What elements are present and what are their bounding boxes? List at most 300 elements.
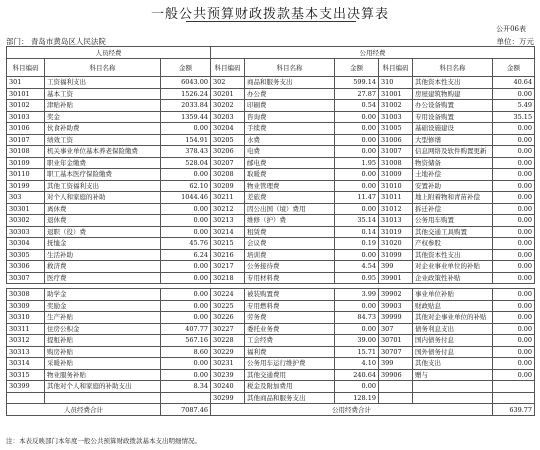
code-cell: 30110: [7, 169, 45, 181]
amount-cell: 0.00: [493, 215, 535, 227]
code-cell: 310: [379, 77, 413, 89]
code-cell: 31007: [379, 146, 413, 158]
amount-cell: 0.00: [493, 157, 535, 169]
amount-cell: 0.00: [493, 146, 535, 158]
amount-cell: 27.87: [335, 88, 379, 100]
amount-cell: 0.00: [493, 192, 535, 204]
code-cell: 30308: [7, 289, 45, 301]
name-cell: 土地补偿: [413, 169, 493, 181]
table-number: 公开06表: [496, 25, 526, 33]
col-name: 科目名称: [245, 59, 335, 77]
code-cell: 30204: [211, 123, 245, 135]
amount-cell: 1.95: [335, 157, 379, 169]
code-cell: 30216: [211, 249, 245, 261]
table-row: [7, 226, 535, 238]
code-cell: 30103: [7, 111, 45, 123]
name-cell: 福利费: [245, 346, 335, 358]
header-info: [6, 36, 534, 46]
report-title: 一般公共预算财政拨款基本支出决算表: [150, 7, 389, 22]
name-cell: 住房公积金: [45, 323, 161, 335]
amount-cell: 1526.24: [161, 88, 211, 100]
name-cell: 助学金: [45, 289, 161, 301]
code-cell: 30311: [7, 323, 45, 335]
code-cell: 30212: [211, 203, 245, 215]
amount-cell: 0.00: [335, 381, 379, 393]
code-cell: 30108: [7, 146, 45, 158]
amount-cell: 2033.84: [161, 100, 211, 112]
code-cell: [379, 392, 413, 404]
amount-cell: 0.00: [493, 289, 535, 301]
code-cell: 30229: [211, 346, 245, 358]
name-cell: 其他支出: [413, 358, 493, 370]
name-cell: 邮电费: [245, 157, 335, 169]
amount-cell: 0.00: [335, 111, 379, 123]
code-cell: 39906: [379, 369, 413, 381]
amount-cell: 0.00: [493, 249, 535, 261]
code-cell: 39999: [379, 312, 413, 324]
amount-cell: 45.76: [161, 238, 211, 250]
name-cell: 公务用车运行维护费: [245, 358, 335, 370]
col-code: 科目编码: [379, 59, 413, 77]
code-cell: 31009: [379, 169, 413, 181]
table-row: [7, 111, 535, 123]
name-cell: 差旅费: [245, 192, 335, 204]
name-cell: 退职（役）费: [45, 226, 161, 238]
code-cell: [379, 381, 413, 393]
department-label: 部门： 青岛市黄岛区人民法院: [6, 37, 106, 46]
amount-cell: 84.73: [335, 312, 379, 324]
table-row: [7, 261, 535, 273]
amount-cell: 0.00: [335, 180, 379, 192]
amount-cell: 0.19: [335, 238, 379, 250]
amount-cell: 0.00: [493, 312, 535, 324]
code-cell: 31008: [379, 157, 413, 169]
amount-cell: [161, 392, 211, 404]
code-cell: 30315: [7, 369, 45, 381]
amount-cell: 0.00: [161, 169, 211, 181]
name-cell: 对个人和家庭的补助: [45, 192, 161, 204]
table-row: [7, 215, 535, 227]
code-cell: 31005: [379, 123, 413, 135]
code-cell: 31019: [379, 226, 413, 238]
name-cell: 退休费: [45, 215, 161, 227]
name-cell: 物业服务补贴: [45, 369, 161, 381]
name-cell: 救济费: [45, 261, 161, 273]
name-cell: 咨询费: [245, 111, 335, 123]
code-cell: 30305: [7, 249, 45, 261]
amount-cell: 0.00: [335, 249, 379, 261]
table-row: [7, 249, 535, 261]
code-cell: 30240: [211, 381, 245, 393]
code-cell: 30213: [211, 215, 245, 227]
name-cell: 委托业务费: [245, 323, 335, 335]
amount-cell: 4.10: [335, 358, 379, 370]
amount-cell: 0.00: [493, 323, 535, 335]
table-row: [7, 335, 535, 347]
amount-cell: 35.14: [335, 215, 379, 227]
name-cell: 商品和服务支出: [245, 77, 335, 89]
amount-cell: 0.00: [493, 369, 535, 381]
name-cell: 其他交通费用: [245, 369, 335, 381]
amount-cell: [493, 392, 535, 404]
amount-cell: 0.00: [161, 300, 211, 312]
table-row: [7, 346, 535, 358]
amount-cell: 0.00: [493, 238, 535, 250]
code-cell: 30203: [211, 111, 245, 123]
table-row: [7, 392, 535, 404]
amount-cell: 62.10: [161, 180, 211, 192]
table-row: [7, 381, 535, 393]
amount-cell: 154.91: [161, 134, 211, 146]
name-cell: 因公出国（境）费用: [245, 203, 335, 215]
name-cell: 基础设施建设: [413, 123, 493, 135]
amount-cell: 5.49: [493, 100, 535, 112]
name-cell: 手续费: [245, 123, 335, 135]
code-cell: 30226: [211, 312, 245, 324]
amount-cell: 599.14: [335, 77, 379, 89]
amount-cell: 0.00: [493, 134, 535, 146]
code-cell: 30215: [211, 238, 245, 250]
name-cell: 机关事业单位基本养老保险缴费: [45, 146, 161, 158]
amount-cell: 128.19: [335, 392, 379, 404]
code-cell: 30202: [211, 100, 245, 112]
amount-cell: 528.04: [161, 157, 211, 169]
name-cell: 产权参股: [413, 238, 493, 250]
name-cell: 生产补贴: [45, 312, 161, 324]
name-cell: 其他商品和服务支出: [245, 392, 335, 404]
code-cell: 301: [7, 77, 45, 89]
amount-cell: 15.71: [335, 346, 379, 358]
code-cell: 30307: [7, 272, 45, 284]
code-cell: 30207: [211, 157, 245, 169]
amount-cell: 3.99: [335, 289, 379, 301]
amount-cell: 0.00: [335, 134, 379, 146]
name-cell: 劳务费: [245, 312, 335, 324]
code-cell: 30310: [7, 312, 45, 324]
table-row: [7, 358, 535, 370]
amount-cell: 0.95: [335, 272, 379, 284]
amount-cell: 407.77: [161, 323, 211, 335]
code-cell: 31012: [379, 203, 413, 215]
code-cell: 31020: [379, 238, 413, 250]
code-cell: 30306: [7, 261, 45, 273]
code-cell: 30314: [7, 358, 45, 370]
name-cell: 对企业事业单位的补贴: [413, 261, 493, 273]
amount-cell: 0.00: [335, 323, 379, 335]
table-row: [7, 300, 535, 312]
name-cell: 专用燃料费: [245, 300, 335, 312]
name-cell: 事业单位补贴: [413, 289, 493, 301]
name-cell: 其他资本性支出: [413, 249, 493, 261]
name-cell: 房屋建筑物购建: [413, 88, 493, 100]
name-cell: 采暖补贴: [45, 358, 161, 370]
table-row: [7, 272, 535, 284]
amount-cell: 0.00: [161, 369, 211, 381]
table-row: [7, 289, 535, 301]
name-cell: 印刷费: [245, 100, 335, 112]
name-cell: 津贴补贴: [45, 100, 161, 112]
amount-cell: 6.24: [161, 249, 211, 261]
amount-cell: 1359.44: [161, 111, 211, 123]
amount-cell: 0.54: [335, 100, 379, 112]
name-cell: [413, 392, 493, 404]
name-cell: [45, 392, 161, 404]
name-cell: 公务接待费: [245, 261, 335, 273]
code-cell: 30201: [211, 88, 245, 100]
name-cell: 电费: [245, 146, 335, 158]
code-cell: 31002: [379, 100, 413, 112]
amount-cell: 40.64: [493, 77, 535, 89]
name-cell: 地上附着物和青苗补偿: [413, 192, 493, 204]
amount-cell: 4.54: [335, 261, 379, 273]
amount-cell: 0.00: [161, 123, 211, 135]
amount-cell: 8.34: [161, 381, 211, 393]
code-cell: 30225: [211, 300, 245, 312]
name-cell: 职业年金缴费: [45, 157, 161, 169]
code-cell: 30701: [379, 335, 413, 347]
amount-cell: 0.00: [161, 272, 211, 284]
code-cell: 30303: [7, 226, 45, 238]
name-cell: 被装购置费: [245, 289, 335, 301]
amount-cell: 0.00: [493, 169, 535, 181]
name-cell: 取暖费: [245, 169, 335, 181]
code-cell: 30309: [7, 300, 45, 312]
name-cell: 职工基本医疗保险缴费: [45, 169, 161, 181]
totals-row: [7, 404, 535, 416]
name-cell: 税金及附加费用: [245, 381, 335, 393]
code-cell: 302: [211, 77, 245, 89]
name-cell: 其他工资福利支出: [45, 180, 161, 192]
name-cell: 专用材料费: [245, 272, 335, 284]
code-cell: 30208: [211, 169, 245, 181]
amount-cell: 0.00: [161, 203, 211, 215]
table-row: [7, 180, 535, 192]
table-row: [7, 134, 535, 146]
code-cell: 30299: [211, 392, 245, 404]
name-cell: 其他交通工具购置: [413, 226, 493, 238]
code-cell: 30399: [7, 381, 45, 393]
code-cell: 30109: [7, 157, 45, 169]
name-cell: 工会经费: [245, 335, 335, 347]
code-cell: 30106: [7, 123, 45, 135]
name-cell: 拆迁补偿: [413, 203, 493, 215]
column-header-row: [7, 59, 535, 77]
public-header: 公用经费: [211, 47, 535, 59]
amount-cell: 11.47: [335, 192, 379, 204]
table-row: [7, 100, 535, 112]
name-cell: 债务利息支出: [413, 323, 493, 335]
name-cell: 生活补助: [45, 249, 161, 261]
table-row: [7, 192, 535, 204]
code-cell: 399: [379, 261, 413, 273]
amount-cell: 0.00: [493, 346, 535, 358]
code-cell: 30218: [211, 272, 245, 284]
amount-cell: 0.00: [161, 358, 211, 370]
name-cell: 办公设备购置: [413, 100, 493, 112]
name-cell: 租赁费: [245, 226, 335, 238]
code-cell: 307: [379, 323, 413, 335]
code-cell: 30228: [211, 335, 245, 347]
code-cell: 30205: [211, 134, 245, 146]
code-cell: 303: [7, 192, 45, 204]
name-cell: 安置补助: [413, 180, 493, 192]
code-cell: 30301: [7, 203, 45, 215]
name-cell: 企业政策性补贴: [413, 272, 493, 284]
table-row: [7, 123, 535, 135]
name-cell: 离休费: [45, 203, 161, 215]
amount-cell: 0.00: [161, 226, 211, 238]
table-row: [7, 157, 535, 169]
table-row: [7, 203, 535, 215]
code-cell: 30214: [211, 226, 245, 238]
name-cell: 奖励金: [45, 300, 161, 312]
col-code: 科目编码: [211, 59, 245, 77]
name-cell: 公务用车购置: [413, 215, 493, 227]
code-cell: 31003: [379, 111, 413, 123]
name-cell: 物资储备: [413, 157, 493, 169]
amount-cell: [493, 381, 535, 393]
table-row: [7, 77, 535, 89]
name-cell: 伙食补助费: [45, 123, 161, 135]
amount-cell: 240.64: [335, 369, 379, 381]
name-cell: 提租补贴: [45, 335, 161, 347]
name-cell: 抚恤金: [45, 238, 161, 250]
code-cell: 30312: [7, 335, 45, 347]
name-cell: 医疗费: [45, 272, 161, 284]
expenditure-table: [6, 46, 535, 416]
amount-cell: 0.00: [493, 358, 535, 370]
code-cell: 31006: [379, 134, 413, 146]
name-cell: 其他对个人和家庭的补助支出: [45, 381, 161, 393]
personnel-total-label: 人员经费合计: [7, 404, 161, 416]
code-cell: 31099: [379, 249, 413, 261]
code-cell: 30206: [211, 146, 245, 158]
col-code: 科目编码: [7, 59, 45, 77]
name-cell: 购房补贴: [45, 346, 161, 358]
code-cell: 31011: [379, 192, 413, 204]
amount-cell: 0.00: [493, 335, 535, 347]
name-cell: 信息网络及软件购置更新: [413, 146, 493, 158]
amount-cell: 0.00: [493, 88, 535, 100]
code-cell: 30302: [7, 215, 45, 227]
amount-cell: 0.00: [493, 272, 535, 284]
amount-cell: 1044.46: [161, 192, 211, 204]
amount-cell: 0.00: [161, 261, 211, 273]
table-row: [7, 169, 535, 181]
title-underline: [186, 21, 356, 22]
personnel-header: 人员经费: [7, 47, 211, 59]
amount-cell: 378.43: [161, 146, 211, 158]
footnote: 注：本表反映部门本年度一般公共预算财政拨款基本支出明细情况。: [6, 437, 201, 445]
amount-cell: 35.15: [493, 111, 535, 123]
amount-cell: 0.00: [493, 203, 535, 215]
amount-cell: 567.16: [161, 335, 211, 347]
name-cell: [413, 381, 493, 393]
code-cell: 30313: [7, 346, 45, 358]
code-cell: 30707: [379, 346, 413, 358]
code-cell: 30217: [211, 261, 245, 273]
table-row: [7, 146, 535, 158]
name-cell: 办公费: [245, 88, 335, 100]
code-cell: 30227: [211, 323, 245, 335]
amount-cell: 0.00: [335, 146, 379, 158]
col-name: 科目名称: [413, 59, 493, 77]
code-cell: 31001: [379, 88, 413, 100]
code-cell: 30224: [211, 289, 245, 301]
amount-cell: 39.00: [335, 335, 379, 347]
amount-cell: 0.00: [493, 123, 535, 135]
code-cell: 39902: [379, 289, 413, 301]
amount-cell: 0.00: [335, 123, 379, 135]
code-cell: 30239: [211, 369, 245, 381]
code-cell: 39903: [379, 300, 413, 312]
amount-cell: 0.00: [161, 215, 211, 227]
col-name: 科目名称: [45, 59, 161, 77]
code-cell: 30102: [7, 100, 45, 112]
name-cell: 奖金: [45, 111, 161, 123]
name-cell: 工资福利支出: [45, 77, 161, 89]
amount-cell: 8.60: [161, 346, 211, 358]
col-amount: 金额: [161, 59, 211, 77]
amount-cell: 0.00: [493, 226, 535, 238]
name-cell: 大型修缮: [413, 134, 493, 146]
code-cell: 30199: [7, 180, 45, 192]
amount-cell: 6043.00: [161, 77, 211, 89]
amount-cell: 0.00: [335, 169, 379, 181]
name-cell: 会议费: [245, 238, 335, 250]
code-cell: 399: [379, 358, 413, 370]
public-total-label: 公用经费合计: [211, 404, 493, 416]
code-cell: 30211: [211, 192, 245, 204]
name-cell: 国外债务付息: [413, 346, 493, 358]
code-cell: [7, 392, 45, 404]
code-cell: 30304: [7, 238, 45, 250]
name-cell: 财政贴息: [413, 300, 493, 312]
name-cell: 基本工资: [45, 88, 161, 100]
public-total-value: 639.77: [493, 404, 535, 416]
code-cell: 39901: [379, 272, 413, 284]
col-amount: 金额: [335, 59, 379, 77]
name-cell: 培训费: [245, 249, 335, 261]
code-cell: 30231: [211, 358, 245, 370]
amount-cell: 0.00: [493, 300, 535, 312]
name-cell: 赠与: [413, 369, 493, 381]
group-header-row: [7, 47, 535, 59]
name-cell: 其他对企事业单位的补贴: [413, 312, 493, 324]
amount-cell: 0.00: [493, 261, 535, 273]
table-row: [7, 323, 535, 335]
amount-cell: 0.00: [335, 300, 379, 312]
name-cell: 物业管理费: [245, 180, 335, 192]
amount-cell: 0.14: [335, 226, 379, 238]
code-cell: 30209: [211, 180, 245, 192]
name-cell: 专用设备购置: [413, 111, 493, 123]
code-cell: 31013: [379, 215, 413, 227]
code-cell: 31010: [379, 180, 413, 192]
unit-label: 单位：万元: [496, 37, 534, 46]
amount-cell: 0.00: [161, 312, 211, 324]
name-cell: 水费: [245, 134, 335, 146]
name-cell: 其他资本性支出: [413, 77, 493, 89]
name-cell: 国内债务付息: [413, 335, 493, 347]
code-cell: 30107: [7, 134, 45, 146]
col-amount: 金额: [493, 59, 535, 77]
table-row: [7, 369, 535, 381]
name-cell: 维修（护）费: [245, 215, 335, 227]
table-row: [7, 88, 535, 100]
name-cell: 绩效工资: [45, 134, 161, 146]
amount-cell: 0.00: [335, 203, 379, 215]
